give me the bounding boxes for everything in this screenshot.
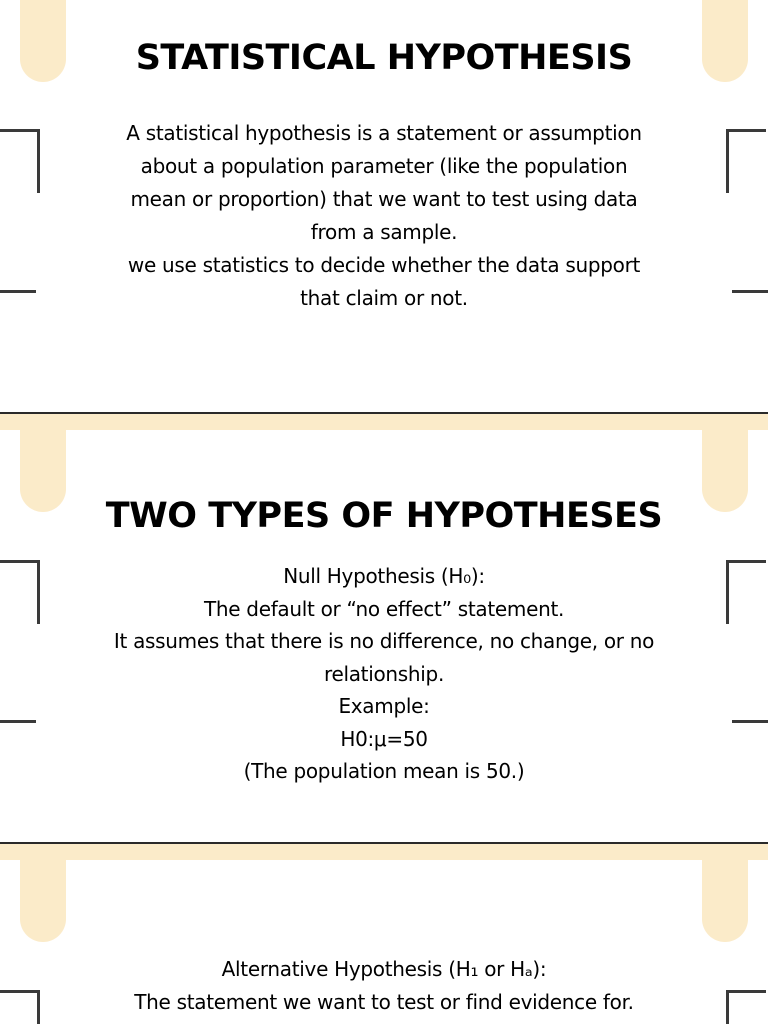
body-line: relationship. — [323, 661, 445, 686]
body-line: mean or proportion) that we want to test using data — [130, 187, 638, 211]
body-line: we use statistics to decide whether the data support — [127, 253, 641, 277]
body-line: (The population mean is 50.) — [243, 759, 525, 783]
body-line: Example: — [338, 694, 430, 718]
body-line: about a population parameter (like the population — [140, 154, 628, 178]
section-divider — [0, 842, 768, 860]
slide-statistical-hypothesis — [0, 0, 768, 412]
section-title: TWO TYPES OF HYPOTHESES — [105, 496, 663, 536]
body-line: Null Hypothesis (H₀): — [283, 564, 485, 588]
left-corner-bracket — [0, 129, 40, 193]
body-line: It assumes that there is no difference, no change, or no — [113, 629, 655, 653]
slide-two-types-of-hypotheses — [0, 430, 768, 842]
right-corner-bracket — [726, 129, 766, 193]
section-title: STATISTICAL HYPOTHESIS — [135, 38, 633, 78]
body-line: from a sample. — [310, 220, 458, 244]
body-line: A statistical hypothesis is a statement or assumption — [126, 121, 642, 145]
right-dash-decoration — [732, 290, 768, 293]
section-body — [30, 560, 738, 788]
section-body — [60, 117, 708, 315]
slide-alternative-hypothesis — [0, 860, 768, 1024]
body-line: H0:μ=50 — [340, 726, 428, 751]
body-line: that claim or not. — [300, 286, 468, 310]
right-tab-decoration — [702, 860, 748, 942]
body-line: Alternative Hypothesis (H₁ or Hₐ): — [221, 957, 547, 981]
body-line: The statement we want to test or find evidence for. — [134, 990, 634, 1014]
body-line: The default or “no effect” statement. — [203, 596, 565, 621]
left-tab-decoration — [20, 860, 66, 942]
section-body — [30, 953, 738, 1019]
section-divider — [0, 412, 768, 430]
left-dash-decoration — [0, 290, 36, 293]
